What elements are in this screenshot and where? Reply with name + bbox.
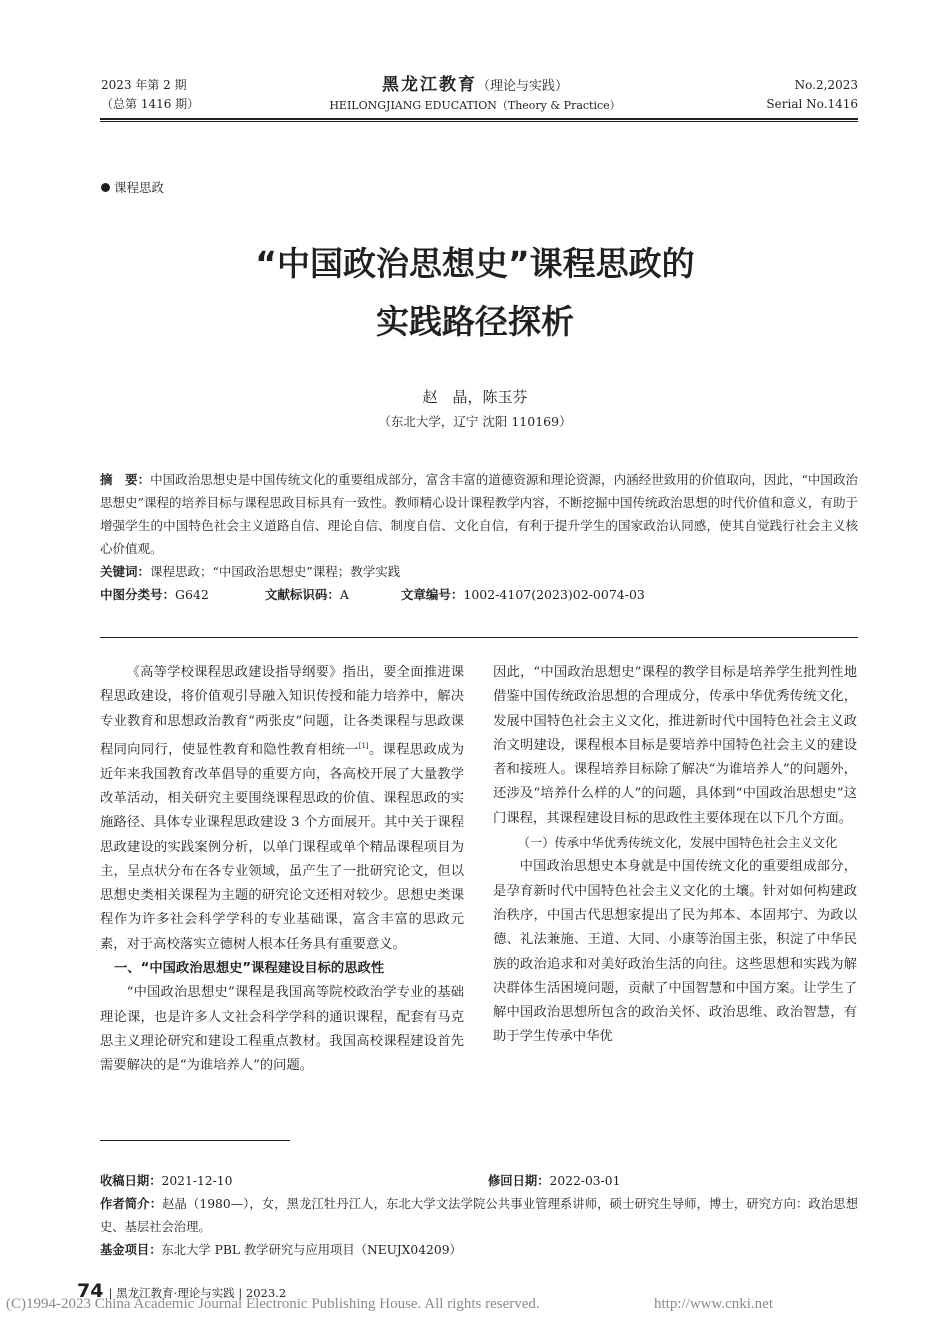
bullet-dot-icon (101, 183, 110, 192)
dates-line (100, 1170, 858, 1193)
fund-label: 基金项目： (100, 1243, 162, 1257)
body-column-right (493, 661, 857, 1050)
clc-value: G642 (175, 587, 209, 602)
authors: 赵 晶，陈玉芬 (422, 388, 528, 406)
author-bio (100, 1193, 858, 1239)
abstract-text: 中国政治思想史是中国传统文化的重要组成部分，富含丰富的道德资源和理论资源，内涵经世致用的价值取向，因此，“中国政治思想史”课程的培养目标与课程思政目标具有一致性。教师精心设计课程教学内容，不断挖掘中国传统政治思想的时代价值和意义，有助于增强学生的中国特色社会主义道路自信、理论自信、制度自信、文化自信，有利于提升学生的国家政治认同感，使其自觉践行社会主义核心价值观。 (100, 472, 858, 556)
total-issue: （总第 1416 期） (101, 97, 200, 111)
section-tag (101, 178, 164, 196)
year-issue: 2023 年第 2 期 (101, 78, 187, 92)
copyright-notice: (C)1994-2023 China Academic Journal Electronic Publishing House. All rights reserved. (6, 1296, 540, 1312)
article-no-label: 文章编号： (400, 587, 464, 602)
citation-ref[interactable]: [1] (358, 741, 369, 750)
received-date: 2021-12-10 (161, 1174, 233, 1188)
footnote-rule (100, 1140, 290, 1141)
title-line-2: 实践路径探析 (376, 302, 574, 341)
doc-code-value: A (339, 587, 349, 602)
clc-label: 中图分类号： (100, 587, 176, 602)
abstract-label: 摘 要： (100, 472, 151, 487)
footnotes (100, 1170, 858, 1262)
received-label: 收稿日期： (100, 1174, 162, 1188)
body-paragraph: 因此，“中国政治思想史”课程的教学目标是培养学生批判性地借鉴中国传统政治思想的合理成分，传承中华优秀传统文化，发展中国特色社会主义文化，推进新时代中国特色社会主义政治文明建设，课程根本目标是要培养中国特色社会主义的建设者和接班人。课程培养目标除了解决“为谁培养人”的问题外，还涉及“培养什么样的人”的问题，具体到“中国政治思想史”这门课程，其课程建设目标的思政性主要体现在以下几个方面。 (493, 665, 857, 826)
doc-code-label: 文献标识码： (264, 587, 340, 602)
journal-title-en: HEILONGJIANG EDUCATION（Theory & Practice） (329, 99, 621, 112)
serial-no: Serial No.1416 (766, 97, 858, 111)
body-paragraph: 中国政治思想史本身就是中国传统文化的重要组成部分，是孕育新时代中国特色社会主义文化的土壤。针对如何构建政治秩序，中国古代思想家提出了民为邦本、本固邦宁、为政以德、礼法兼施、王道、大同、小康等治国主张，积淀了中华民族的政治追求和对美好政治生活的向往。这些思想和实践为解决群体生活困境问题，贡献了中国智慧和中国方案。让学生了解中国政治思想所包含的政治关怀、政治思维、政治智慧，有助于学生传承中华优 (493, 859, 857, 1045)
issue-no: No.2,2023 (794, 78, 858, 92)
header-rule (100, 118, 858, 120)
author-bio-label: 作者简介： (100, 1197, 163, 1211)
keywords (100, 560, 858, 583)
keywords-label: 关键词： (100, 564, 151, 579)
revised-date: 2022-03-01 (549, 1174, 621, 1188)
journal-title-cn-sub: （理论与实践） (476, 79, 568, 94)
body-paragraph: 《高等学校课程思政建设指导纲要》指出，要全面推进课程思政建设，将价值观引导融入知识传授和能力培养中，解决专业教育和思想政治教育“两张皮”问题，让各类课程与思政课程同向同行，使显性教育和隐性教育相统一[1]。课程思政成为近年来我国教育改革倡导的重要方向，各高校开展了大量教学改革活动，相关研究主要围绕课程思政的价值、课程思政的实施路径、具体专业课程思政建设 3 个方面展开。其中关于课程思政建设的实践案例分析，以单门课程或单个精品课程项目为主，呈点状分布在各专业领域，虽产生了一批研究论文，但以思想史类相关课程为主题的研究论文还相对较少。思想史类课程作为许多社会科学学科的专业基础课，富含丰富的思政元素，对于高校落实立德树人根本任务具有重要意义。 (100, 665, 465, 952)
body-paragraph: “中国政治思想史”课程是我国高等院校政治学专业的基础理论课，也是许多人文社会科学学科的通识课程，配套有马克思主义理论研究和建设工程重点教材。我国高校课程建设首先需要解决的是“为谁培养人”的问题。 (100, 985, 464, 1074)
fund-text: 东北大学 PBL 教学研究与应用项目（NEUJX04209） (161, 1243, 462, 1257)
keywords-text: 课程思政；“中国政治思想史”课程；教学实践 (150, 564, 401, 579)
affiliation: （东北大学，辽宁 沈阳 110169） (378, 414, 572, 429)
title-line-1: “中国政治思想史”课程思政的 (255, 244, 695, 283)
abstract (100, 468, 858, 560)
article-no-value: 1002-4107(2023)02-0074-03 (463, 587, 645, 602)
abstract-rule (100, 637, 858, 638)
section-heading-1: 一、“中国政治思想史”课程建设目标的思政性 (114, 960, 385, 976)
running-footer: | 黑龙江教育·理论与实践 | 2023.2 (108, 1286, 287, 1300)
classification-line (100, 583, 858, 606)
cnki-url[interactable]: http://www.cnki.net (654, 1296, 774, 1312)
page-title (0, 240, 950, 346)
fund-line (100, 1239, 858, 1262)
revised-label: 修回日期： (488, 1174, 550, 1188)
header-rule-thin (100, 121, 858, 122)
abstract-block (100, 468, 858, 606)
page-number: 74 (77, 1280, 104, 1302)
body-column-left (100, 661, 464, 1078)
journal-title-cn: 黑龙江教育 (381, 75, 477, 95)
subsection-heading-1: （一）传承中华优秀传统文化，发展中国特色社会主义文化 (517, 836, 838, 851)
section-tag-label: 课程思政 (114, 180, 165, 195)
author-bio-text: 赵晶（1980—），女，黑龙江牡丹江人，东北大学文法学院公共事业管理系讲师，硕士研究生导师，博士，研究方向：政治思想史、基层社会治理。 (100, 1197, 858, 1234)
